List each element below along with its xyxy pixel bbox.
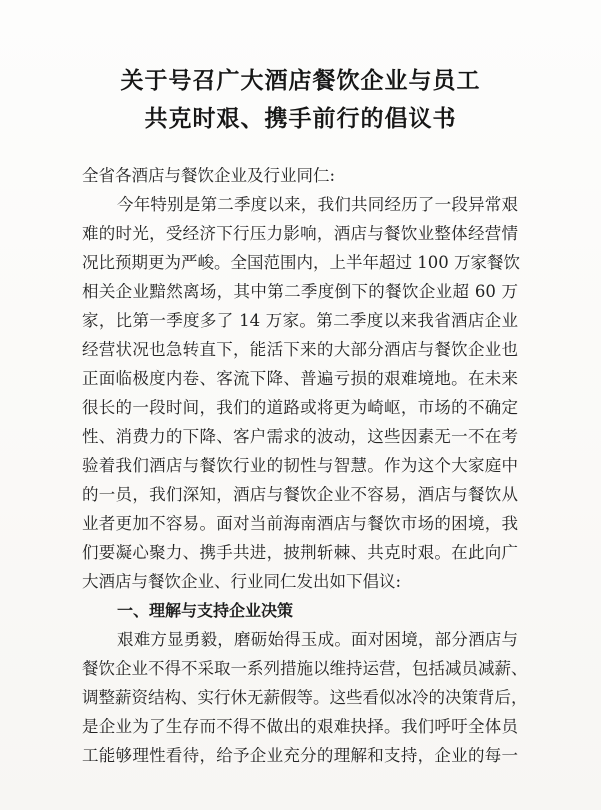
paragraph-line: 的一员，我们深知，酒店与餐饮企业不容易，酒店与餐饮从	[82, 485, 518, 504]
paragraph-line: 大酒店与餐饮企业、行业同仁发出如下倡议:	[82, 572, 402, 591]
paragraph-line: 艰难方显勇毅，磨砺始得玉成。面对困境，部分酒店与	[117, 630, 518, 649]
paragraph-line: 调整薪资结构、实行休无薪假等。这些看似冰冷的决策背后，	[82, 688, 528, 707]
salutation: 全省各酒店与餐饮企业及行业同仁:	[82, 166, 336, 185]
paragraph-line: 相关企业黯然离场，其中第二季度倒下的餐饮企业超 60 万	[82, 282, 518, 301]
paragraph-line: 经营状况也急转直下，能活下来的大部分酒店与餐饮企业也	[82, 340, 518, 359]
paragraph-line: 工能够理性看待，给予企业充分的理解和支持，企业的每一	[82, 746, 518, 765]
paragraph-line: 家，比第一季度多了 14 万家。第二季度以来我省酒店企业	[82, 311, 518, 330]
paragraph-2	[82, 625, 528, 770]
section-1-heading: 一、理解与支持企业决策	[117, 601, 294, 620]
paragraph-line: 况比预期更为严峻。全国范围内，上半年超过 100 万家餐饮	[82, 253, 520, 272]
paragraph-line: 是企业为了生存而不得不做出的艰难抉择。我们呼吁全体员	[82, 717, 518, 736]
paragraph-line: 验着我们酒店与餐饮行业的韧性与智慧。作为这个大家庭中	[82, 456, 518, 475]
document-title-line-1: 关于号召广大酒店餐饮企业与员工	[120, 68, 481, 94]
paragraph-1	[82, 190, 518, 596]
document-body	[82, 161, 528, 770]
document-title-line-2: 共克时艰、携手前行的倡议书	[144, 106, 457, 132]
paragraph-line: 性、消费力的下降、客户需求的波动，这些因素无一不在考	[82, 427, 518, 446]
paragraph-line: 难的时光，受经济下行压力影响，酒店与餐饮业整体经营情	[82, 224, 518, 243]
paragraph-line: 正面临极度内卷、客流下降、普遍亏损的艰难境地。在未来	[82, 369, 518, 388]
paragraph-line: 餐饮企业不得不采取一系列措施以维持运营，包括减员减薪、	[82, 659, 528, 678]
paragraph-line: 很长的一段时间，我们的道路或将更为崎岖，市场的不确定	[82, 398, 518, 417]
paragraph-line: 们要凝心聚力、携手共进，披荆斩棘、共克时艰。在此向广	[82, 543, 518, 562]
paragraph-line: 今年特别是第二季度以来，我们共同经历了一段异常艰	[117, 195, 518, 214]
paragraph-line: 业者更加不容易。面对当前海南酒店与餐饮市场的困境，我	[82, 514, 518, 533]
